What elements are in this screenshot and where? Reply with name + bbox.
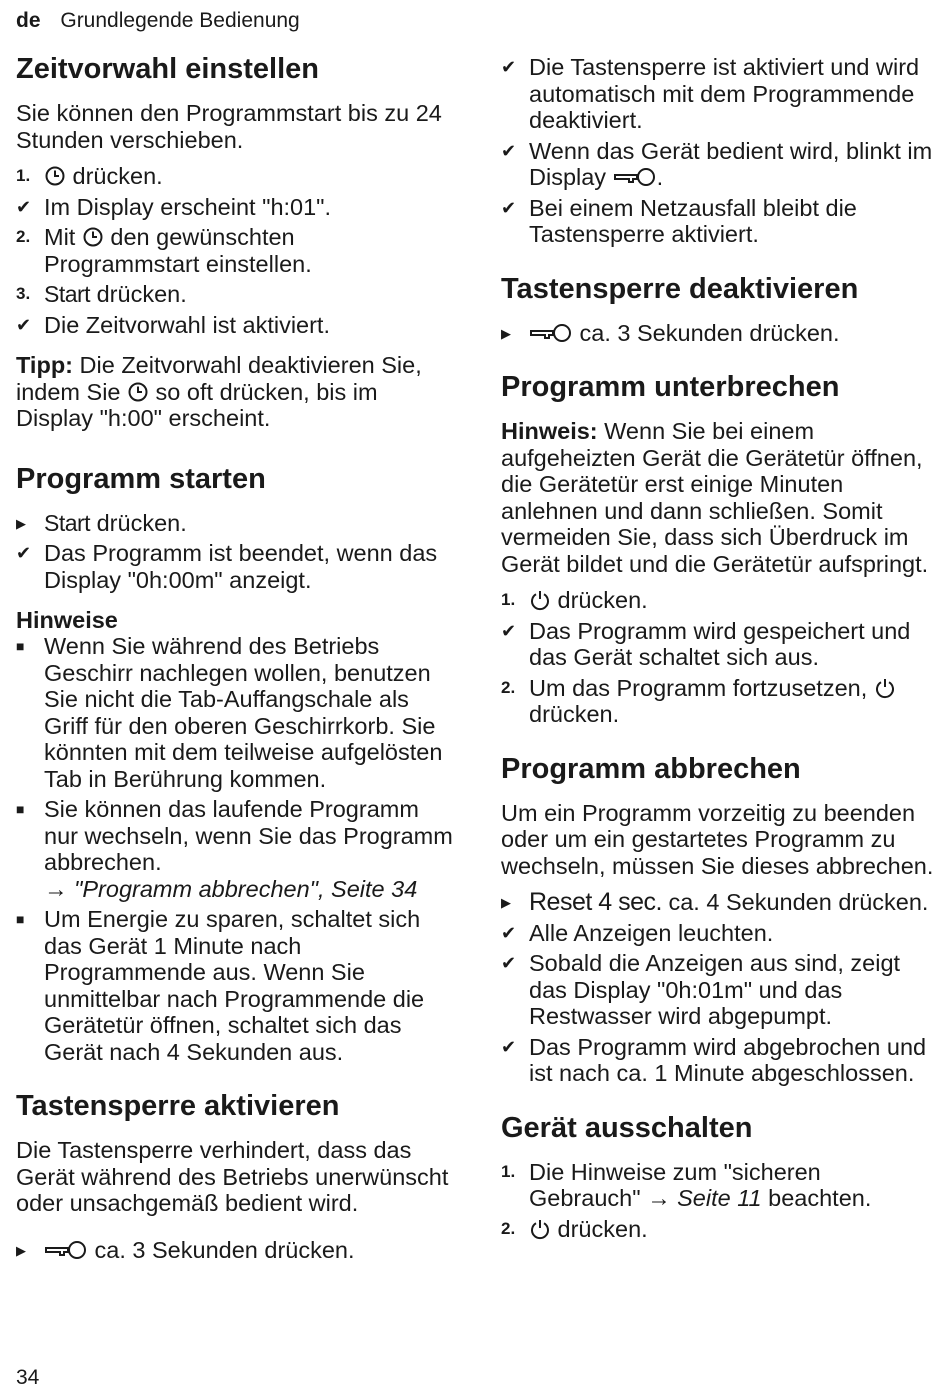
tip-text: so oft drücken, bis im Display "h:00" erscheint.: [16, 378, 378, 431]
step-text: drücken.: [529, 701, 620, 727]
step-number: 1.: [501, 590, 516, 609]
action-item: [501, 889, 937, 916]
check-icon: ✔: [16, 196, 32, 217]
square-bullet-icon: ■: [16, 911, 25, 927]
note-label: Hinweis:: [501, 418, 598, 444]
step-text: Die Hinweise zum "sicheren Gebrauch": [529, 1158, 821, 1211]
result-item: [16, 540, 456, 593]
step-text: drücken.: [551, 1215, 648, 1242]
result-item: [501, 1034, 937, 1087]
tip-label: Tipp:: [16, 352, 73, 378]
start-key-label: Start: [44, 281, 91, 307]
page-number: 34: [16, 1366, 40, 1389]
note-text: Um Energie zu sparen, schaltet sich das Gerät 1 Minute nach Programmende aus. Wenn Sie unmittelbar nach Programmende die Gerätetür öffnen, schaltet sich das Gerät nach 4 Sekunden aus.: [44, 906, 425, 1065]
notes-heading: Hinweise: [16, 607, 118, 633]
key-icon: [44, 1239, 88, 1261]
note-text: Wenn Sie während des Betriebs Geschirr nachlegen wollen, benutzen Sie nicht die Tab-Auffangschale als Griff für den oberen Geschirrkorb. Sie könnten mit dem teilweise aufgelösten Tab in Berührung kommen.: [44, 633, 443, 792]
heading-unterbrechen: Programm unterbrechen: [501, 371, 840, 403]
language-code: de: [16, 9, 41, 32]
result-item: [501, 138, 937, 191]
cross-reference[interactable]: Seite 11: [677, 1185, 762, 1211]
result-text: Bei einem Netzausfall bleibt die Tastensperre aktiviert.: [529, 194, 857, 247]
result-item: [501, 618, 937, 671]
square-bullet-icon: ■: [16, 801, 25, 817]
action-item: [16, 1237, 456, 1264]
power-icon: [874, 677, 896, 699]
chapter-title: Grundlegende Bedienung: [60, 9, 300, 32]
action-item: [16, 510, 456, 537]
cross-reference[interactable]: "Programm abbrechen", Seite 34: [74, 875, 418, 902]
key-icon: [613, 166, 657, 188]
step-1: [501, 1159, 937, 1212]
result-item: [501, 920, 937, 947]
clock-icon: [82, 226, 104, 248]
result-item: [501, 950, 937, 1030]
arrow-right-icon: →: [44, 875, 68, 902]
square-bullet-icon: ■: [16, 638, 25, 654]
triangle-bullet-icon: ▶: [501, 895, 511, 910]
step-2: [501, 675, 937, 728]
tip-text: Die Zeitvorwahl deaktivieren Sie, indem Sie: [16, 352, 422, 405]
step-number: 2.: [501, 1218, 516, 1238]
result-item: [501, 195, 937, 248]
arrow-right-icon: →: [647, 1185, 671, 1211]
result-text: Das Programm wird gespeichert und das Gerät schaltet sich aus.: [529, 617, 911, 670]
action-text: ca. 4 Sekunden drücken.: [661, 889, 929, 915]
clock-icon: [127, 381, 149, 403]
result-text: Im Display erscheint "h:01".: [44, 193, 332, 220]
check-icon: ✔: [501, 922, 517, 943]
step-1: [16, 163, 456, 190]
step-number: 3.: [16, 284, 31, 303]
action-text: drücken.: [90, 509, 187, 536]
result-text: Die Tastensperre ist aktiviert und wird automatisch mit dem Programmende deaktiviert.: [529, 54, 920, 133]
check-icon: ✔: [16, 314, 32, 335]
triangle-bullet-icon: ▶: [501, 325, 511, 341]
step-text: Um das Programm fortzusetzen,: [529, 674, 874, 701]
reset-key-label: Reset 4 sec.: [529, 888, 662, 916]
power-icon: [529, 1218, 551, 1240]
action-text: ca. 3 Sekunden drücken.: [88, 1236, 355, 1263]
start-key-label: Start: [44, 509, 91, 536]
step-number: 1.: [16, 166, 31, 185]
intro-abbrechen: Um ein Programm vorzeitig zu beenden oder um ein gestartetes Programm zu wechseln, müssen Sie dieses abbrechen.: [501, 799, 934, 879]
check-icon: ✔: [501, 197, 517, 218]
step-text: drücken.: [551, 587, 648, 613]
heading-abbrechen: Programm abbrechen: [501, 752, 801, 785]
step-2: [16, 224, 456, 277]
result-text: Das Programm wird abgebrochen und ist nach ca. 1 Minute abgeschlossen.: [529, 1033, 927, 1086]
check-icon: ✔: [501, 57, 517, 77]
clock-icon: [44, 165, 66, 187]
result-text: Die Zeitvorwahl ist aktiviert.: [44, 311, 330, 338]
result-item: [16, 194, 456, 221]
check-icon: ✔: [501, 620, 517, 641]
step-text: drücken.: [66, 163, 163, 189]
power-icon: [529, 589, 551, 611]
action-item: [501, 320, 937, 347]
step-number: 2.: [501, 677, 516, 697]
heading-starten: Programm starten: [16, 462, 266, 495]
result-text: .: [656, 164, 664, 190]
check-icon: ✔: [501, 140, 517, 161]
result-text: Wenn das Gerät bedient wird, blinkt im Display: [529, 137, 933, 190]
result-text: Das Programm ist beendet, wenn das Display "0h:00m" anzeigt.: [44, 540, 438, 593]
step-text: den gewünschten Programmstart einstellen.: [44, 224, 312, 277]
key-icon: [529, 322, 573, 344]
step-text: drücken.: [90, 281, 187, 307]
result-item: [16, 312, 456, 339]
step-number: 2.: [16, 227, 31, 246]
action-text: ca. 3 Sekunden drücken.: [573, 319, 840, 346]
heading-zeitvorwahl: Zeitvorwahl einstellen: [16, 53, 319, 85]
heading-sperre-aus: Tastensperre deaktivieren: [501, 272, 859, 305]
right-column: [501, 54, 937, 1246]
step-3: [16, 281, 456, 308]
triangle-bullet-icon: ▶: [16, 515, 26, 531]
step-1: [501, 587, 937, 614]
check-icon: ✔: [501, 1036, 517, 1057]
note-text: Sie können das laufende Programm nur wechseln, wenn Sie das Programm abbrechen.: [44, 796, 453, 875]
left-column: [16, 52, 456, 1267]
note-text: Wenn Sie bei einem aufgeheizten Gerät die Gerätetür öffnen, die Gerätetür erst einige Minuten anlehnen und dann schließen. Somit vermeiden Sie, dass sich Überdruck im Gerät bildet und die Gerätetür aufspringt.: [501, 418, 929, 577]
result-item: [501, 54, 937, 134]
note-item: [16, 906, 456, 1065]
note-item: [16, 633, 456, 792]
step-2: [501, 1216, 937, 1243]
step-number: 1.: [501, 1161, 516, 1181]
heading-sperre-an: Tastensperre aktivieren: [16, 1090, 340, 1122]
triangle-bullet-icon: ▶: [16, 1242, 26, 1258]
page-header: [16, 8, 300, 34]
note: [501, 418, 937, 577]
tip: [16, 352, 456, 432]
intro-zeitvorwahl: Sie können den Programmstart bis zu 24 Stunden verschieben.: [16, 100, 442, 153]
heading-ausschalten: Gerät ausschalten: [501, 1111, 753, 1144]
step-text: beachten.: [761, 1185, 872, 1211]
step-text: Mit: [44, 224, 82, 250]
result-text: Alle Anzeigen leuchten.: [529, 919, 774, 946]
intro-sperre: Die Tastensperre verhindert, dass das Gerät während des Betriebs unerwünscht oder unsachgemäß bedient wird.: [16, 1137, 449, 1216]
note-item: [16, 796, 456, 902]
check-icon: ✔: [16, 543, 32, 563]
check-icon: ✔: [501, 953, 517, 973]
result-text: Sobald die Anzeigen aus sind, zeigt das Display "0h:01m" und das Restwasser wird abgepumpt.: [529, 950, 901, 1029]
